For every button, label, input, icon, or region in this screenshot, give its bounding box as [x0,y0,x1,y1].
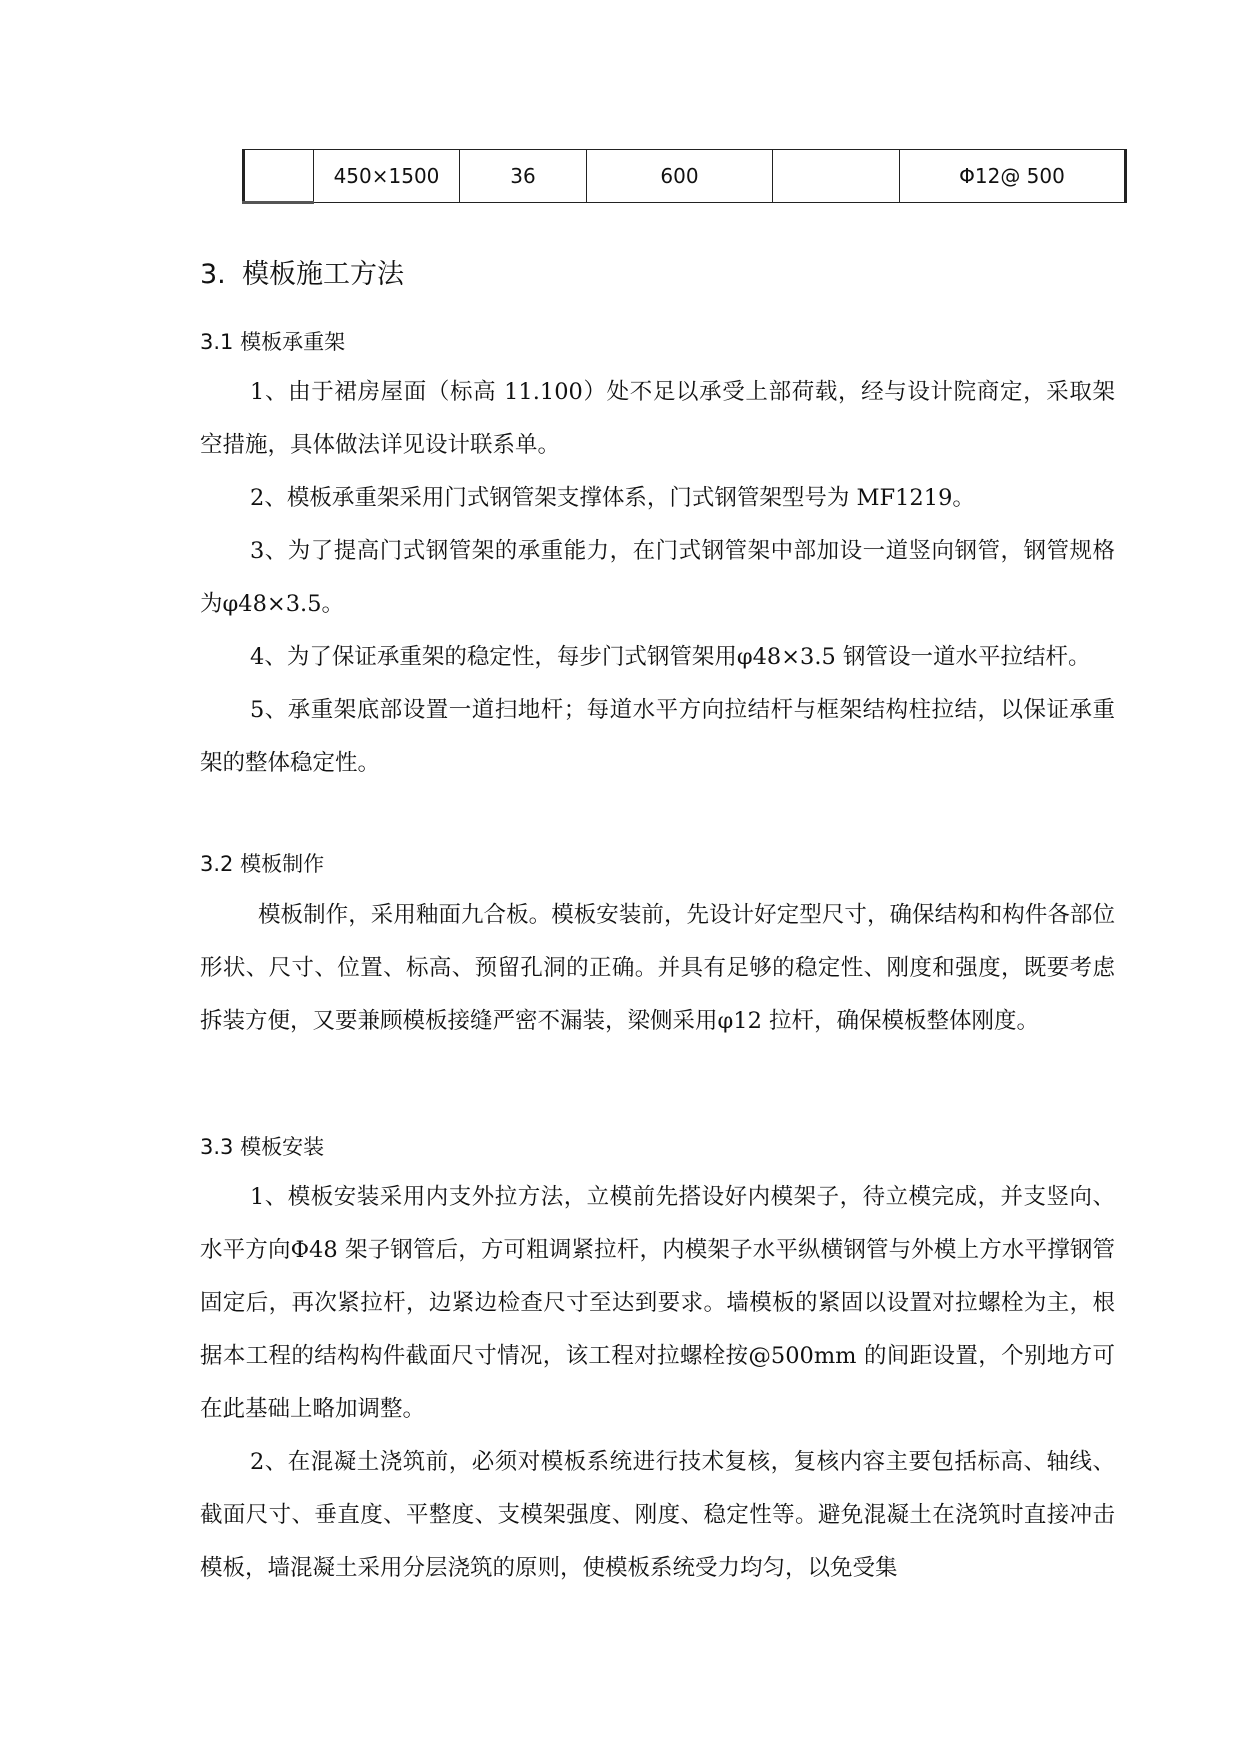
paragraph: 1、由于裙房屋面（标高 11.100）处不足以承受上部荷载，经与设计院商定，采取架空措施，具体做法详见设计联系单。 [200,379,1115,458]
paragraph: 2、在混凝土浇筑前，必须对模板系统进行技术复核，复核内容主要包括标高、轴线、截面尺寸、垂直度、平整度、支模架强度、刚度、稳定性等。避免混凝土在浇筑时直接冲击模板，墙混凝土采用分层浇筑的原则，使模板系统受力均匀，以免受集 [200,1449,1115,1581]
paragraph: 5、承重架底部设置一道扫地杆；每道水平方向拉结杆与框架结构柱拉结，以保证承重架的整体稳定性。 [200,697,1115,776]
paragraph: 3、为了提高门式钢管架的承重能力，在门式钢管架中部加设一道竖向钢管，钢管规格为φ48×3.5。 [200,538,1115,617]
table-cell: 600 [587,150,773,203]
subsection-heading-3-2: 3.2 模板制作 [200,852,325,876]
paragraph: 4、为了保证承重架的稳定性，每步门式钢管架用φ48×3.5 钢管设一道水平拉结杆。 [250,644,1091,670]
table-cell: 36 [460,150,587,203]
paragraph: 2、模板承重架采用门式钢管架支撑体系，门式钢管架型号为 MF1219。 [250,485,975,511]
paragraph: 模板制作，采用釉面九合板。模板安装前，先设计好定型尺寸，确保结构和构件各部位形状、尺寸、位置、标高、预留孔洞的正确。并具有足够的稳定性、刚度和强度，既要考虑拆装方便，又要兼顾模板接缝严密不漏装，梁侧采用φ12 拉杆，确保模板整体刚度。 [200,902,1115,1034]
table-cell: 450×1500 [314,150,460,203]
section-heading [200,252,404,291]
table-cell: Φ12@ 500 [900,150,1126,203]
subsection-body-3-1 [200,366,1115,790]
subsection-body-3-3 [200,1171,1115,1595]
paragraph: 1、模板安装采用内支外拉方法，立模前先搭设好内模架子，待立模完成，并支竖向、水平方向Φ48 架子钢管后，方可粗调紧拉杆，内模架子水平纵横钢管与外模上方水平撑钢管固定后，再次紧拉杆，边紧边检查尺寸至达到要求。墙模板的紧固以设置对拉螺栓为主，根据本工程的结构构件截面尺寸情况，该工程对拉螺栓按@500mm 的间距设置，个别地方可在此基础上略加调整。 [200,1184,1115,1422]
spec-table [242,149,1127,204]
subsection-heading-3-3: 3.3 模板安装 [200,1135,325,1159]
section-number: 3. [200,259,226,290]
table-cell [773,150,900,203]
table-row [244,150,1126,203]
subsection-body-3-2 [200,889,1115,1048]
section-title: 模板施工方法 [242,259,404,290]
table-cell [244,150,314,203]
subsection-heading-3-1: 3.1 模板承重架 [200,330,346,354]
